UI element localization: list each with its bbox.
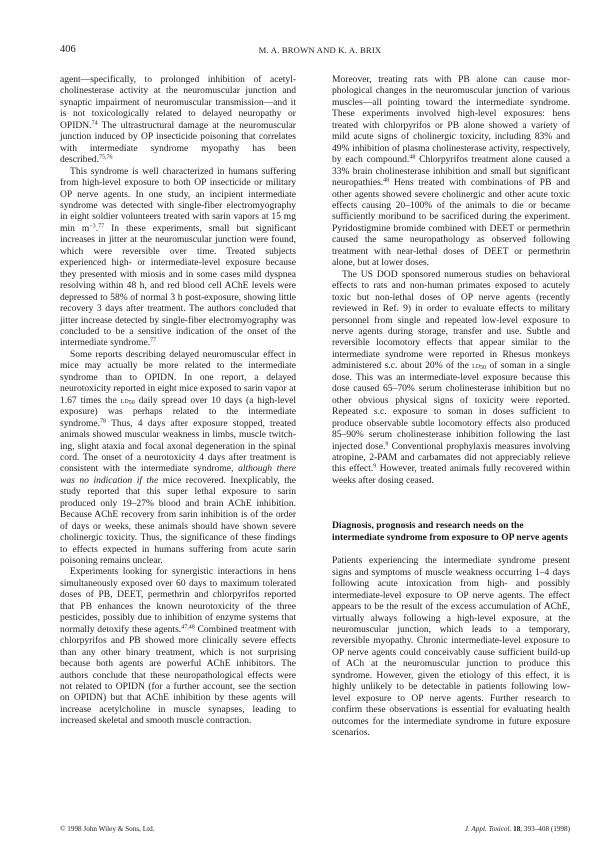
journal-citation: J. Appl. Toxicol. 18, 393–408 (1998) <box>464 825 570 833</box>
running-head <box>60 44 580 58</box>
citation: 75,76 <box>98 154 113 161</box>
section-heading: Diagnosis, prognosis and research needs on the intermediate syndrome from exposure to OP nerve agents <box>332 520 568 543</box>
page-number: 406 <box>60 44 76 55</box>
paragraph: Experiments looking for synergistic interactions in hens simultaneously exposed over 60 days to maximum tolerated doses of PB, DEET, permethrin and chlorpyrifos reported that PB enhances the known neurotoxicity of the three pesticides, possibly due to inhibition of enzyme systems that normally detoxify these agents.$^{47,48}$ Combined treatment with chlorpyrifos and PB showed more clinically severe effects than any other binary treatment, which is not surprising because both agents are powerful AChE inhibitors. The authors conclude that these neuropathological effects were not related to OPIDN (for a further account, see the section on OPIDN) but that AChE inhibition by these agents will increase acetylcholine in muscle synapses, leading to increased skeletal and smooth muscle contraction. <box>60 566 296 727</box>
citation: 78 <box>100 418 107 425</box>
paragraph: Some reports describing delayed neuromuscular effect in mice may actually be more related to the intermediate syndrome than to OPIDN. In one report, a delayed neurotoxicity reported in eight mice exposed to sarin vapor at 1.67 times the $ld_{50}$ daily spread over 10 days (a high-level exposure) was perhaps related to the intermediate syndrome.$^{78}$ Thus, 4 days after exposure stopped, treated animals showed muscular weakness in limbs, muscle twitching, slight ataxia and focal axonal degeneration in the spinal cord. The onset of a neurotoxicity 4 days after treatment is consistent with the intermediate syndrome, although there was no indication if the mice recovered. Inexplicably, the study reported that this super lethal exposure to sarin produced only 19–27% blood and brain AChE inhibition. Because AChE recovery from sarin inhibition is of the order of days or weeks, these animals should have shown severe cholinergic toxicity. Thus, the significance of these findings to effects expected in humans suffering from acute sarin poisoning remains unclear. <box>60 348 297 567</box>
ld50-symbol: ld <box>472 360 481 371</box>
ld50-symbol: ld <box>120 394 129 405</box>
paragraph: agent—specifically, to prolonged inhibition of acetylcholinesterase activity at the neuromuscular junction and synaptic impairment of neuromuscular transmission—and it is not toxicologically related to delayed neuropathy or OPIDN.$^{74}$ The ultrastructural damage at the neuromuscular junction induced by OP insecticide poisoning that correlates with intermediate syndrome myopathy has been described.$^{75,76}$ <box>60 74 296 166</box>
paragraph: This syndrome is well characterized in humans suffering from high-level exposure to both OP insecticide or military OP nerve agents. In one study, an incipient intermediate syndrome was detected with single-fiber electromyography in eight soldier volunteers treated with sarin vapors at 15 mg $\min m^{-3}.^{77}$ In these experiments, small but significant increases in jitter at the neuromuscular junction were found, which were reversible over time. Treated subjects experienced high- or intermediate-level exposure because they presented with miosis and in some cases mild dyspnea resolving within 48 h, and red blood cell AChE levels were depressed to 58% of normal 3 h post-exposure, showing little recovery 3 days after treatment. The authors concluded that jitter increase detected by single-fiber electromyography was concluded to be a sensitive indication of the onset of the intermediate syndrome.$^{77}$ <box>60 165 296 349</box>
copyright-notice: © 1998 John Wiley & Sons, Ltd. <box>60 825 155 833</box>
right-column <box>332 74 570 739</box>
citation: 77 <box>98 223 105 230</box>
citation: 74 <box>91 120 98 127</box>
paragraph: Patients experiencing the intermediate syndrome present signs and symptoms of muscle weakness occurring 1–4 days following acute intoxication from high- and possibly intermediate-level exposure to OP nerve agents. The effect appears to be the result of the excess accumulation of AChE, virtually always following a high-level exposure, at the neuromuscular junction, which leads to a temporary, reversible myopathy. Chronic intermediate-level exposure to OP nerve agents could conceivably cause sufficient build-up of ACh at the neuromuscular junction to produce this syndrome. However, given the etiology of this effect, it is highly unlikely to be detectable in patients following low-level exposure to OP nerve agents. Further research to confirm these observations is essential for evaluating health outcomes for the intermediate syndrome in future exposure scenarios. <box>332 555 570 739</box>
citation: 9 <box>373 463 377 470</box>
exponent: −3 <box>89 223 96 230</box>
citation: 47,48 <box>181 624 195 631</box>
left-column <box>60 74 296 727</box>
paragraph: Moreover, treating rats with PB alone can cause morphological changes in the neuromuscular junction of various muscles—all pointing toward the intermediate syndrome. These experiments involved high-level exposures: hens treated with chlorpyrifos or PB alone showed a variety of mild acute signs of cholinergic toxicity, including 83% and 49% inhibition of plasma cholinesterase activity, respectively, by each compound.$^{48}$ Chlorpyrifos treatment alone caused a 33% brain cholinesterase inhibition and small but significant neuropathies.$^{48}$ Hens treated with combinations of PB and other agents showed severe cholinergic and other acute toxic effects causing 20–100% of the animals to die or became sufficiently moribund to be sacrificed during the experiment. Pyridostigmine bromide combined with DEET or permethrin caused the same neuropathology as observed following treatment with near-lethal doses of DEET or permethrin alone, but at lower doses. <box>332 74 570 269</box>
citation: 48 <box>383 177 390 184</box>
paragraph: The US DOD sponsored numerous studies on behavioral effects to rats and non-human primates exposed to acutely toxic but non-lethal doses of OP nerve agents (recently reviewed in Ref. 9) in order to evaluate effects to military personnel from single and repeated low-level exposure to nerve agents during storage, transfer and use. Subtle and reversible locomotory effects that appear similar to the intermediate syndrome were reported in Rhesus monkeys administered s.c. about 20% of the $ld_{50}$ of soman in a single dose. This was an intermediate-level exposure because this dose caused 65–70% serum cholinesterase inhibition but no other obvious physical signs of toxicity were reported. Repeated s.c. exposure to soman in doses sufficient to produce observable subtle locomotory effects also produced 85–90% serum cholinesterase inhibition following the last injected dose.$^9$ Conventional prophylaxis measures involving atropine, 2-PAM and carbamates did not appreciably relieve this effect.$^9$ However, treated animals fully recovered within weeks after dosing ceased. <box>332 268 570 486</box>
citation: 77 <box>150 337 157 344</box>
running-head-authors: M. A. BROWN AND K. A. BRIX <box>258 45 382 55</box>
citation: 9 <box>385 441 389 447</box>
citation: 48 <box>409 154 416 161</box>
